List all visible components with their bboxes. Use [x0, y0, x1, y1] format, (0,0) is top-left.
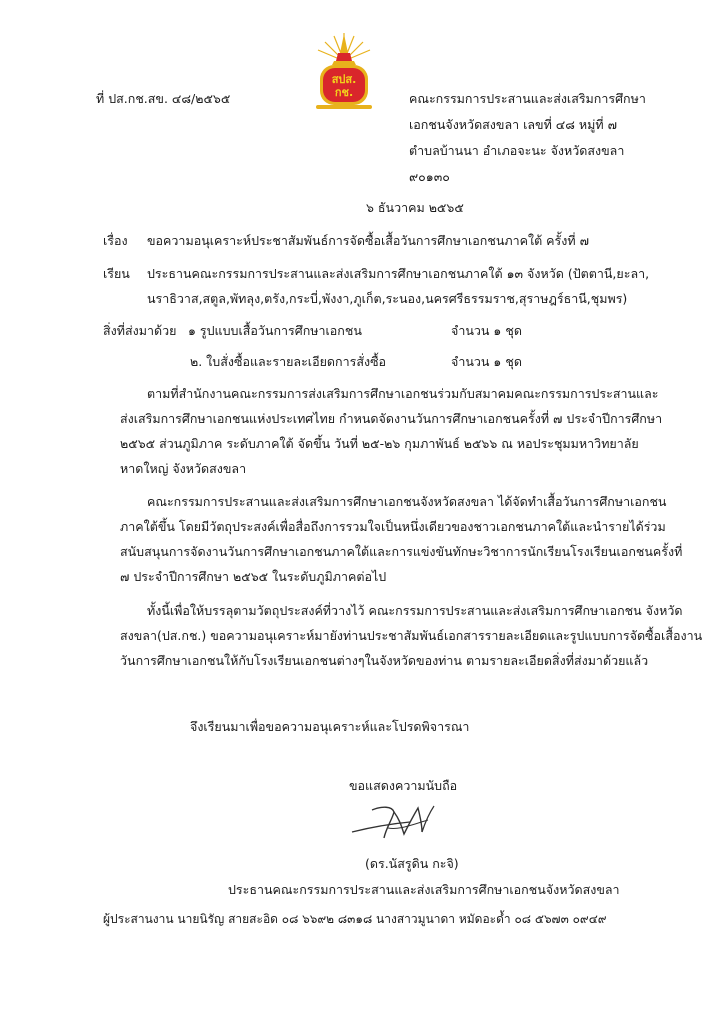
enclosures-label: สิ่งที่ส่งมาด้วย — [103, 323, 177, 338]
para3-line-3: วันการศึกษาเอกชนให้กับโรงเรียนเอกชนต่างๆในจังหวัดของท่าน ตามรายละเอียดสิ่งที่ส่งมาด้วยแล้ว — [120, 653, 649, 668]
para1-line-2: ส่งเสริมการศึกษาเอกชนแห่งประเทศไทย กำหนดจัดงานวันการศึกษาเอกชนครั้งที่ ๗ ประจำปีการศึกษา — [120, 411, 663, 426]
enclosure-item-1: ๑ รูปแบบเสื้อวันการศึกษาเอกชน — [188, 323, 362, 338]
subject-text: ขอความอนุเคราะห์ประชาสัมพันธ์การจัดซื้อเสื้อวันการศึกษาเอกชนภาคใต้ ครั้งที่ ๗ — [147, 233, 589, 248]
recipient-line-1: ประธานคณะกรรมการประสานและส่งเสริมการศึกษาเอกชนภาคใต้ ๑๓ จังหวัด (ปัตตานี,ยะลา, — [147, 266, 650, 281]
subject-label: เรื่อง — [103, 233, 128, 248]
coordinator-contact: ผู้ประสานงาน นายนิรัญ สายสะอิด ๐๘ ๖๖๙๒ ๘๓๑๘ นางสาวมูนาดา หมัดอะด้ำ ๐๘ ๕๖๗๓ ๐๙๔๙ — [103, 912, 607, 926]
closing-sentence: จึงเรียนมาเพื่อขอความอนุเคราะห์และโปรดพิจารณา — [190, 719, 470, 734]
logo-text-top: สปส. — [331, 73, 357, 86]
address-postcode: ๙๐๑๓๐ — [409, 169, 450, 184]
signer-name: (ดร.นัสรูดิน กะจิ) — [365, 856, 459, 871]
address-line-1: คณะกรรมการประสานและส่งเสริมการศึกษา — [409, 91, 646, 106]
para1-line-4: หาดใหญ่ จังหวัดสงขลา — [120, 461, 247, 476]
reference-number: ที่ ปส.กช.สข. ๔๘/๒๕๖๕ — [96, 91, 231, 106]
para3-line-1: ทั้งนี้เพื่อให้บรรลุตามวัตถุประสงค์ที่วางไว้ คณะกรรมการประสานและส่งเสริมการศึกษาเอกชน จังหวัด — [147, 603, 683, 618]
enclosure-qty-2: จำนวน ๑ ชุด — [451, 354, 522, 369]
handwritten-signature — [348, 798, 438, 846]
address-line-2: เอกชนจังหวัดสงขลา เลขที่ ๔๘ หมู่ที่ ๗ — [409, 117, 617, 132]
enclosure-qty-1: จำนวน ๑ ชุด — [451, 323, 522, 338]
recipient-label: เรียน — [103, 266, 130, 281]
logo-text-bottom: กช. — [334, 86, 354, 99]
para2-line-1: คณะกรรมการประสานและส่งเสริมการศึกษาเอกชนจังหวัดสงขลา ได้จัดทำเสื้อวันการศึกษาเอกชน — [147, 494, 667, 509]
recipient-line-2: นราธิวาส,สตูล,พัทลุง,ตรัง,กระบี่,พังงา,ภูเก็ต,ระนอง,นครศรีธรรมราช,สุราษฎร์ธานี,ชุมพร) — [147, 291, 628, 306]
address-line-3: ตำบลบ้านนา อำเภอจะนะ จังหวัดสงขลา — [409, 143, 625, 158]
para1-line-3: ๒๕๖๕ ส่วนภูมิภาค ระดับภาคใต้ จัดขึ้น วันที่ ๒๕-๒๖ กุมภาพันธ์ ๒๕๖๖ ณ หอประชุมมหาวิทยาลัย — [120, 436, 639, 451]
emblem-logo — [312, 31, 376, 111]
regards: ขอแสดงความนับถือ — [349, 778, 458, 793]
para2-line-3: สนับสนุนการจัดงานวันการศึกษาเอกชนภาคใต้และการแข่งขันทักษะวิชาการนักเรียนโรงเรียนเอกชนครั้งที่ — [120, 544, 683, 559]
para2-line-2: ภาคใต้ขึ้น โดยมีวัตถุประสงค์เพื่อสื่อถึงการรวมใจเป็นหนึ่งเดียวของชาวเอกชนภาคใต้และนำรายได้ร่วม — [120, 519, 666, 534]
para2-line-4: ๗ ประจำปีการศึกษา ๒๕๖๕ ในระดับภูมิภาคต่อไป — [120, 569, 387, 584]
para3-line-2: สงขลา(ปส.กช.) ขอความอนุเคราะห์มายังท่านประชาสัมพันธ์เอกสารรายละเอียดและรูปแบบการจัดซื้อเสื้องาน — [120, 628, 703, 643]
para1-line-1: ตามที่สำนักงานคณะกรรมการส่งเสริมการศึกษาเอกชนร่วมกับสมาคมคณะกรรมการประสานและ — [147, 386, 659, 401]
signer-title: ประธานคณะกรรมการประสานและส่งเสริมการศึกษาเอกชนจังหวัดสงขลา — [228, 882, 620, 897]
enclosure-item-2: ๒. ใบสั่งซื้อและรายละเอียดการสั่งซื้อ — [190, 354, 387, 369]
letter-date: ๖ ธันวาคม ๒๕๖๕ — [366, 200, 464, 215]
